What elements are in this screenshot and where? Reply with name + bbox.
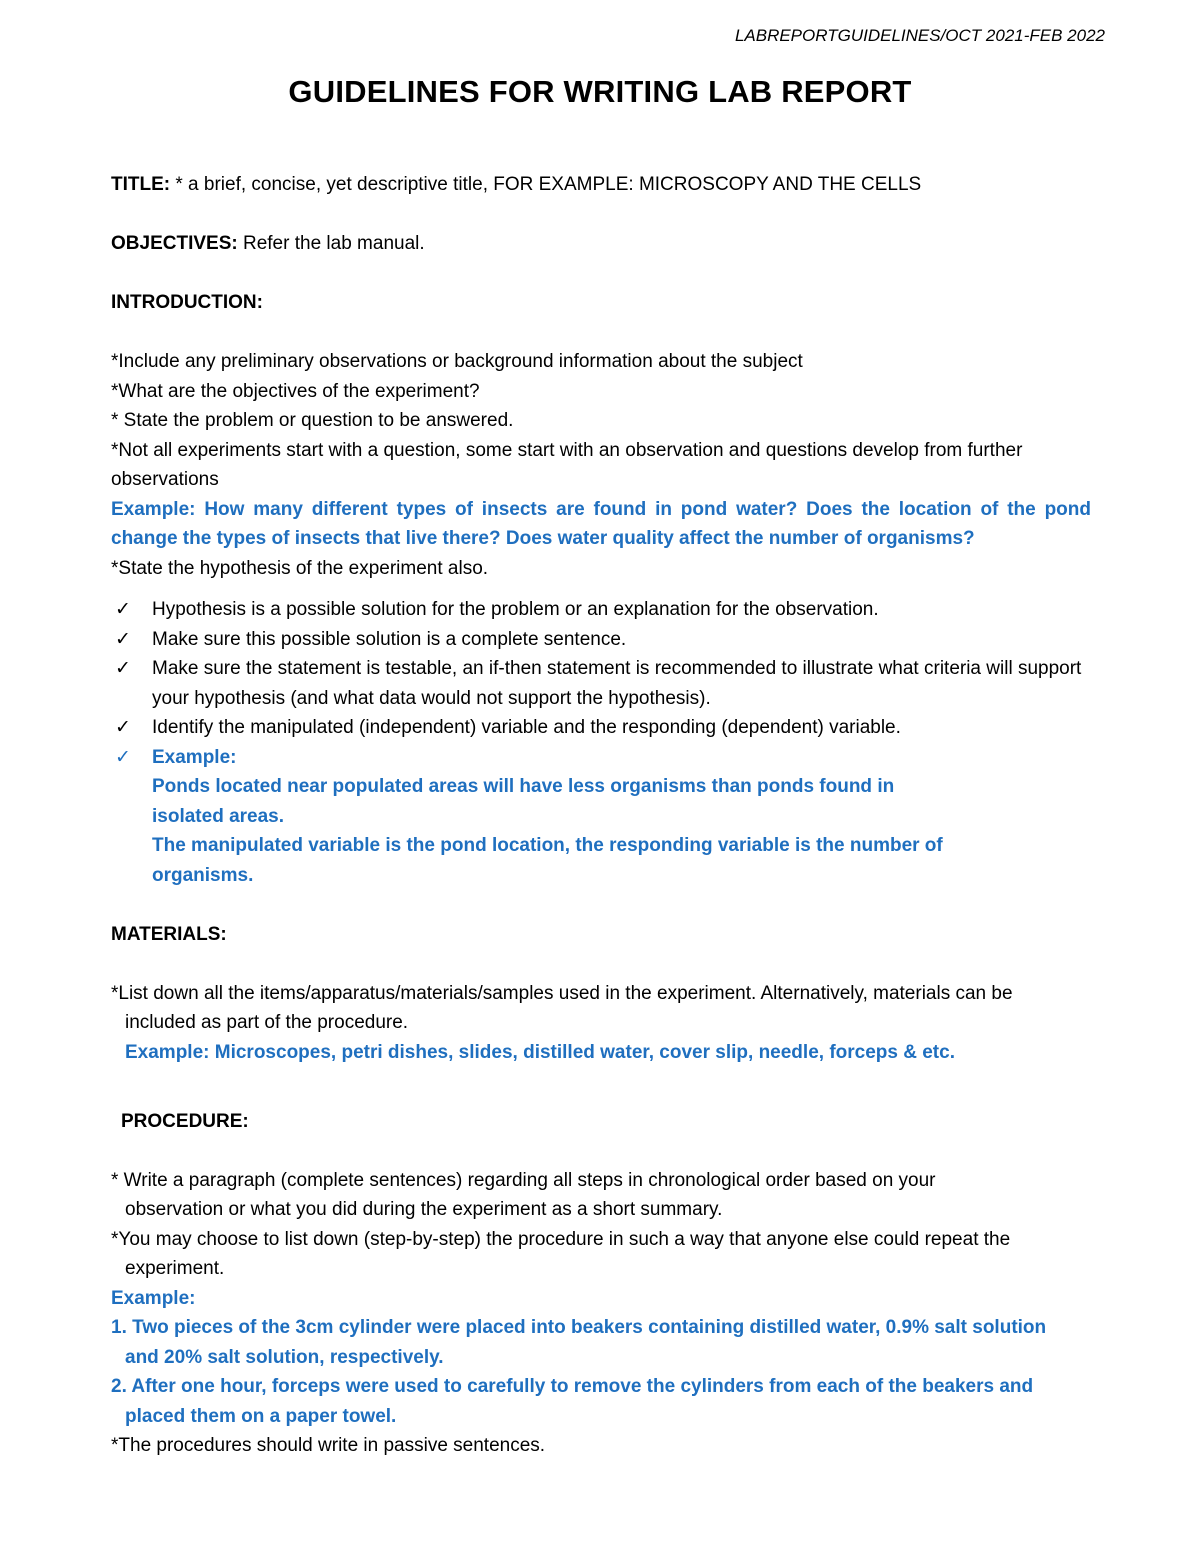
checklist-item: ✓ Identify the manipulated (independent) variable and the responding (dependent) variable. [111,713,1091,743]
introduction-heading: INTRODUCTION: [111,292,263,313]
check-icon: ✓ [115,628,131,650]
procedure-step: 1. Two pieces of the 3cm cylinder were placed into beakers containing distilled water, 0.9% salt solution and 20% salt solution, respectively. [111,1317,1047,1368]
procedure-heading: PROCEDURE: [121,1110,249,1132]
intro-line: *Not all experiments start with a question, some start with an observation and questions develop from further observations [111,439,1023,490]
page-title: GUIDELINES FOR WRITING LAB REPORT [288,74,912,109]
intro-line: *Include any preliminary observations or background information about the subject [111,351,803,372]
procedure-line: *You may choose to list down (step-by-step) the procedure in such a way that anyone else could repeat the experiment. [111,1228,1011,1279]
intro-example: Example: How many different types of insects are found in pond water? Does the location of the pond change the types of insects that live there? Does water quality affect the number of organisms? [111,498,1091,549]
check-icon: ✓ [115,658,131,679]
procedure-step: 2. After one hour, forceps were used to carefully to remove the cylinders from each of the beakers and placed them on a paper towel. [111,1376,1034,1427]
objectives-text: Refer the lab manual. [237,233,425,254]
hypothesis-line: *State the hypothesis of the experiment also. [111,557,489,579]
materials-text: *List down all the items/apparatus/materials/samples used in the experiment. Alternatively, materials can be included as part of the procedure. [111,982,1013,1033]
check-icon: ✓ [115,599,131,620]
example-hypothesis: Ponds located near populated areas will have less organisms than ponds found in isolated areas. [152,776,895,827]
procedure-closing: *The procedures should write in passive sentences. [111,1435,546,1456]
materials-example: Example: Microscopes, petri dishes, slides, distilled water, cover slip, needle, forceps & etc. [125,1041,955,1063]
objectives-label: OBJECTIVES: [111,233,238,254]
checklist-item-example [111,743,1091,891]
checklist-item: ✓ Make sure this possible solution is a complete sentence. [111,625,1091,655]
title-guideline [111,170,1091,200]
objectives-guideline [111,229,1091,259]
check-icon: ✓ [115,717,131,738]
example-variables: The manipulated variable is the pond location, the responding variable is the number of organisms. [152,835,943,886]
title-label: TITLE: [111,174,171,195]
checklist-item: ✓ Make sure the statement is testable, an if-then statement is recommended to illustrate what criteria will support your hypothesis (and what data would not support the hypothesis). [111,654,1091,713]
checklist-item: ✓ Hypothesis is a possible solution for the problem or an explanation for the observation. [111,595,1091,625]
hypothesis-checklist [111,595,1091,890]
document-body [111,170,1091,1461]
example-label: Example: [152,746,237,768]
check-icon: ✓ [115,746,131,768]
intro-line: * State the problem or question to be answered. [111,410,514,431]
procedure-line: * Write a paragraph (complete sentences) regarding all steps in chronological order based on your observation or what you did during the experiment as a short summary. [111,1169,936,1220]
title-text: * a brief, concise, yet descriptive title, FOR EXAMPLE: MICROSCOPY AND THE CELLS [170,174,922,195]
intro-line: *What are the objectives of the experiment? [111,380,480,402]
running-header: LABREPORTGUIDELINES/OCT 2021-FEB 2022 [734,26,1105,45]
procedure-example-label: Example: [111,1287,196,1309]
materials-heading: MATERIALS: [111,923,227,945]
